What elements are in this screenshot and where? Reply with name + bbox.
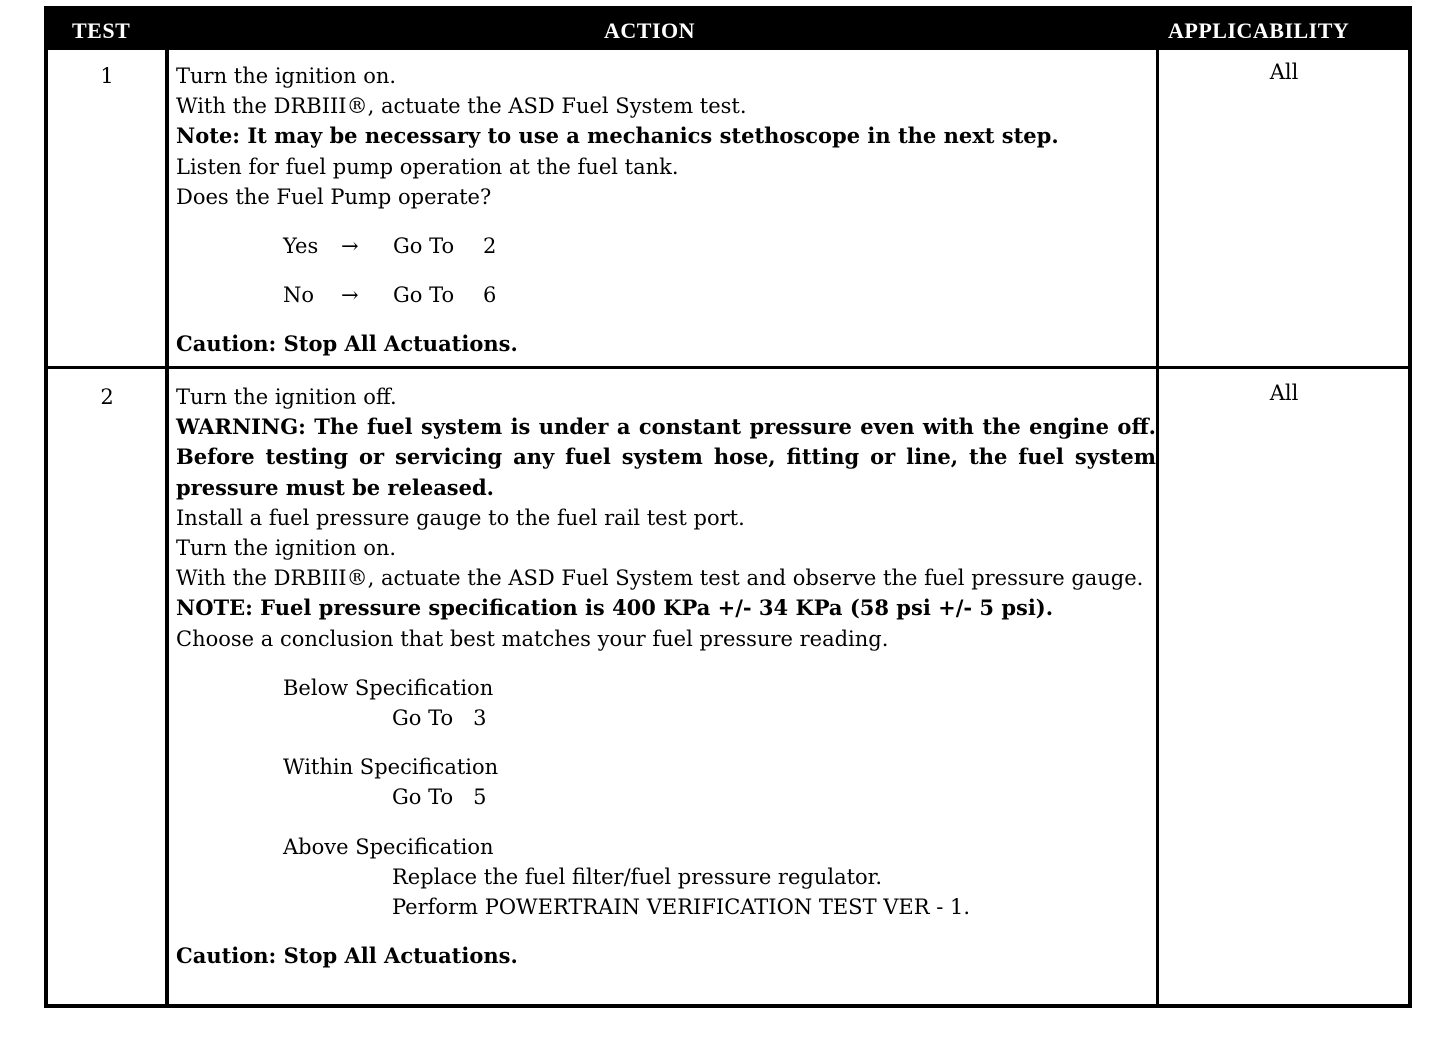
header-action: ACTION [604,18,696,43]
action-line: Listen for fuel pump operation at the fuel tank. [176,154,679,179]
column-divider [165,50,169,1008]
header-test: TEST [72,18,131,43]
conclusion-label: Within Specification [283,755,499,780]
goto-label: Go To [393,234,455,259]
answer-label: No [283,283,315,308]
goto-target: 2 [483,234,497,259]
warning-line: WARNING: The fuel system is under a constant pressure even with the engine off. Before testing or servicing any fuel system hose, fitting or line, the fuel system pressure must be released. [176,414,1156,500]
test-number: 1 [100,64,114,88]
arrow-icon: → [341,283,359,308]
diagnostic-test-table [44,6,1412,1008]
action-cell [176,61,1156,360]
conclusion-result: Perform POWERTRAIN VERIFICATION TEST VER - 1. [392,895,971,920]
action-line: Choose a conclusion that best matches your fuel pressure reading. [176,626,889,651]
conclusion-label: Above Specification [283,834,494,859]
action-line: With the DRBIII®, actuate the ASD Fuel System test and observe the fuel pressure gauge. [176,566,1144,591]
goto-label: Go To [393,283,455,308]
arrow-icon: → [341,234,359,259]
note-line: Note: It may be necessary to use a mechanics stethoscope in the next step. [176,123,1059,149]
answer-yes [176,231,1156,261]
conclusion-result: Replace the fuel filter/fuel pressure regulator. [392,864,883,889]
action-line: With the DRBIII®, actuate the ASD Fuel System test. [176,94,747,119]
applicability-value: All [1269,60,1299,84]
answer-no [176,280,1156,310]
row-divider [48,366,1408,369]
conclusion-result: Go To 3 [392,706,487,731]
action-cell [176,382,1156,971]
conclusion-result: Go To 5 [392,785,487,810]
conclusion-label: Below Specification [283,675,494,700]
note-line: NOTE: Fuel pressure specification is 400 KPa +/- 34 KPa (58 psi +/- 5 psi). [176,595,1054,621]
action-line: Turn the ignition on. [176,536,397,561]
caution-line: Caution: Stop All Actuations. [176,331,518,357]
answer-label: Yes [283,234,319,259]
test-number: 2 [100,385,114,409]
question-line: Does the Fuel Pump operate? [176,184,492,209]
column-divider [1156,50,1159,1008]
caution-line: Caution: Stop All Actuations. [176,943,518,969]
goto-target: 6 [483,283,497,308]
applicability-value: All [1269,381,1299,405]
table-header [48,10,1408,50]
action-line: Turn the ignition off. [176,385,397,409]
header-applicability: APPLICABILITY [1168,18,1350,43]
action-line: Turn the ignition on. [176,64,397,88]
action-line: Install a fuel pressure gauge to the fuel rail test port. [176,505,745,530]
